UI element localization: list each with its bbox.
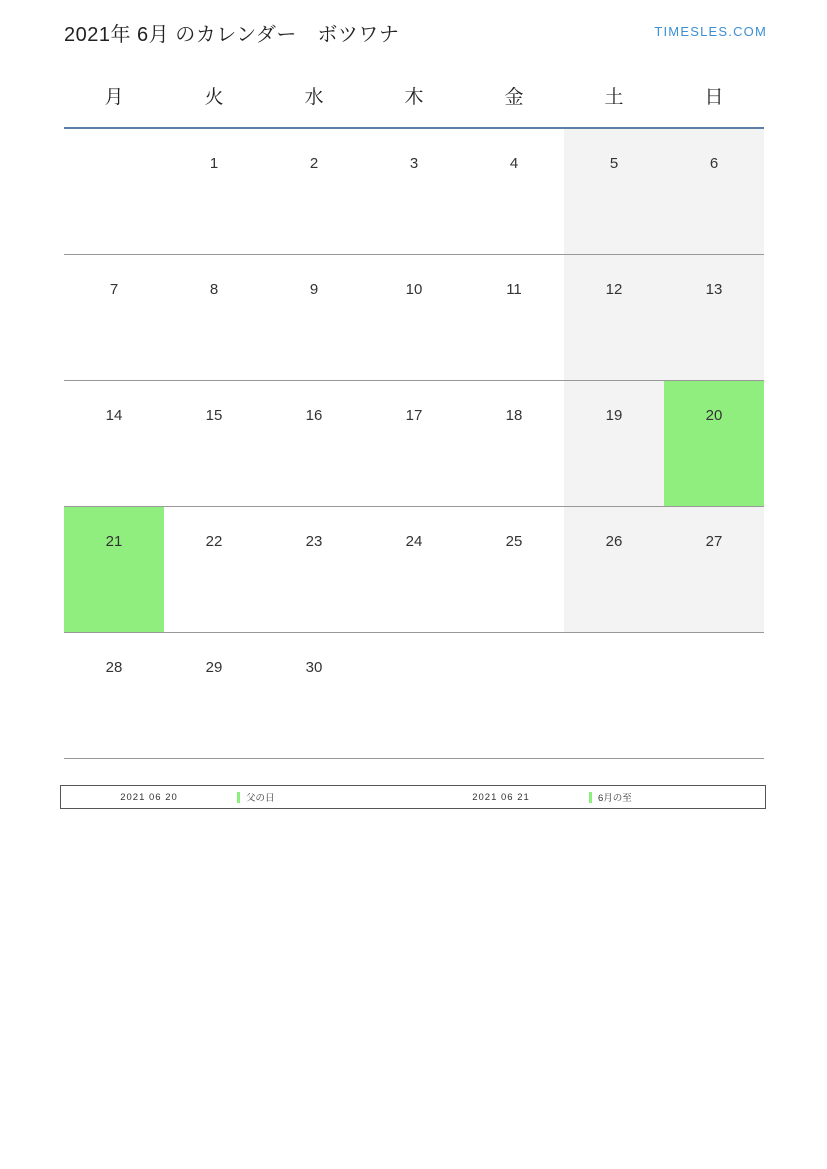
day-number [564, 633, 664, 659]
day-number: 17 [405, 407, 423, 424]
day-cell [664, 633, 764, 759]
day-cell[interactable] [164, 128, 264, 255]
day-number [64, 129, 164, 155]
day-cell-holiday[interactable] [664, 381, 764, 507]
day-number: 29 [205, 659, 223, 676]
day-cell[interactable] [464, 255, 564, 381]
calendar-week-row [64, 128, 764, 255]
day-number: 7 [109, 281, 119, 298]
day-number: 30 [305, 659, 323, 676]
day-number: 1 [209, 155, 219, 172]
day-number: 27 [705, 533, 723, 550]
day-number: 9 [309, 281, 319, 298]
day-cell[interactable] [64, 633, 164, 759]
event-date: 2021 06 21 [472, 791, 530, 803]
day-cell[interactable] [64, 381, 164, 507]
day-cell[interactable] [164, 633, 264, 759]
calendar-week-row [64, 633, 764, 759]
weekday-mon: 月 [64, 82, 164, 128]
day-number: 26 [605, 533, 623, 550]
day-cell[interactable] [664, 507, 764, 633]
day-number: 10 [405, 281, 423, 298]
event-name: 6月の至 [598, 793, 632, 804]
day-cell[interactable] [464, 381, 564, 507]
weekday-fri: 金 [464, 82, 564, 128]
day-number: 21 [105, 533, 123, 550]
day-number: 5 [609, 155, 619, 172]
day-cell[interactable] [464, 507, 564, 633]
day-number: 4 [509, 155, 519, 172]
event-entry [413, 786, 765, 808]
day-cell[interactable] [264, 507, 364, 633]
day-number: 24 [405, 533, 423, 550]
day-cell[interactable] [64, 255, 164, 381]
page-title: 2021年 6月 のカレンダー ボツワナ [64, 24, 400, 46]
day-cell[interactable] [664, 128, 764, 255]
weekday-sat: 土 [564, 82, 664, 128]
day-cell[interactable] [164, 507, 264, 633]
day-cell[interactable] [364, 381, 464, 507]
day-number [364, 633, 464, 659]
day-number: 28 [105, 659, 123, 676]
day-cell[interactable] [564, 381, 664, 507]
weekday-tue: 火 [164, 82, 264, 128]
day-cell[interactable] [164, 381, 264, 507]
day-number: 20 [705, 407, 723, 424]
day-cell[interactable] [264, 128, 364, 255]
day-number [664, 633, 764, 659]
weekday-header-row [64, 82, 764, 128]
day-number: 15 [205, 407, 223, 424]
day-cell[interactable] [364, 507, 464, 633]
day-number: 2 [309, 155, 319, 172]
day-cell [464, 633, 564, 759]
day-number: 3 [409, 155, 419, 172]
day-cell[interactable] [664, 255, 764, 381]
day-number: 19 [605, 407, 623, 424]
day-number: 23 [305, 533, 323, 550]
day-cell [564, 633, 664, 759]
event-entry [61, 786, 413, 808]
day-cell-holiday[interactable] [64, 507, 164, 633]
weekday-wed: 水 [264, 82, 364, 128]
calendar-body [64, 128, 764, 759]
day-cell[interactable] [264, 633, 364, 759]
day-number: 8 [209, 281, 219, 298]
calendar-table [64, 82, 764, 759]
day-cell [64, 128, 164, 255]
day-cell[interactable] [264, 381, 364, 507]
day-cell[interactable] [464, 128, 564, 255]
day-number: 6 [709, 155, 719, 172]
day-number: 18 [505, 407, 523, 424]
events-legend [60, 785, 766, 809]
day-number: 25 [505, 533, 523, 550]
day-number: 22 [205, 533, 223, 550]
event-date: 2021 06 20 [120, 791, 178, 803]
day-cell[interactable] [364, 255, 464, 381]
day-number: 14 [105, 407, 123, 424]
calendar-week-row [64, 507, 764, 633]
page-header [64, 18, 767, 52]
event-color-swatch-icon [237, 792, 240, 803]
day-cell[interactable] [564, 255, 664, 381]
day-cell[interactable] [564, 507, 664, 633]
event-color-swatch-icon [589, 792, 592, 803]
day-cell[interactable] [564, 128, 664, 255]
day-cell[interactable] [364, 128, 464, 255]
calendar-week-row [64, 381, 764, 507]
weekday-thu: 木 [364, 82, 464, 128]
day-cell[interactable] [264, 255, 364, 381]
event-name: 父の日 [246, 793, 275, 804]
calendar-week-row [64, 255, 764, 381]
day-cell[interactable] [164, 255, 264, 381]
day-number: 12 [605, 281, 623, 298]
day-number: 16 [305, 407, 323, 424]
day-number: 13 [705, 281, 723, 298]
day-number [464, 633, 564, 659]
day-cell [364, 633, 464, 759]
site-brand: TIMESLES.COM [654, 24, 767, 39]
weekday-sun: 日 [664, 82, 764, 128]
day-number: 11 [506, 281, 522, 298]
